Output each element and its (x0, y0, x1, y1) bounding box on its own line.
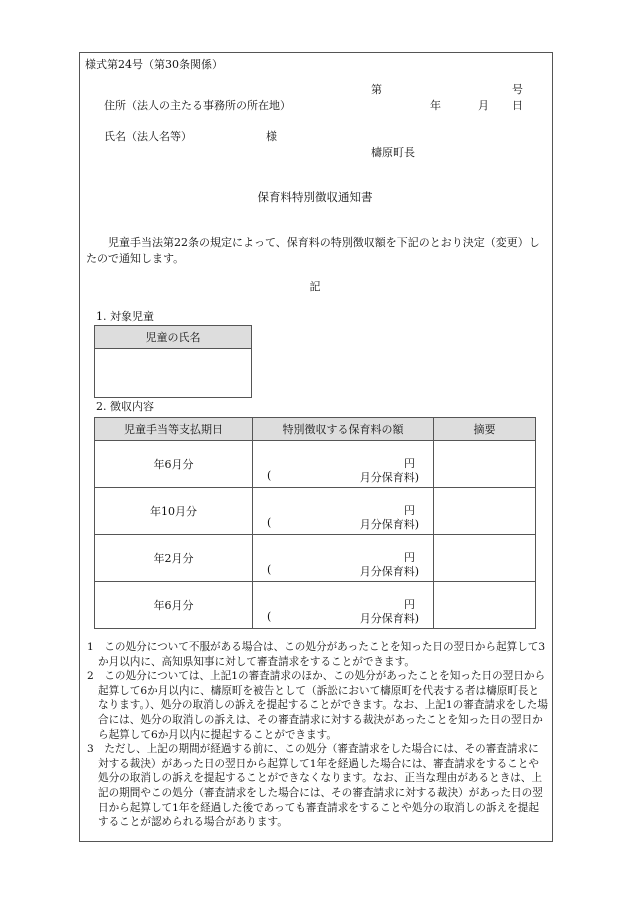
month-label: 月分保育料) (359, 612, 419, 625)
fee-cell (253, 488, 433, 534)
remarks-cell (434, 582, 536, 629)
section1-heading: 1. 対象児童 (96, 310, 154, 323)
paren-open: ( (267, 469, 272, 482)
col-payment-date: 児童手当等支払期日 (95, 418, 253, 441)
row-date: 年2月分 (95, 535, 253, 582)
paren-open: ( (267, 610, 272, 623)
date-day: 日 (512, 99, 523, 112)
month-label: 月分保育料) (359, 518, 419, 531)
yen-label: 円 (404, 551, 415, 564)
paren-open: ( (267, 516, 272, 529)
yen-label: 円 (404, 504, 415, 517)
date-month: 月 (478, 99, 489, 112)
child-name-header: 児童の氏名 (95, 326, 252, 349)
note-2: 2 この処分については、上記1の審査請求のほか、この処分があったことを知った日の翌日から起算して6か月以内に、檮原町を被告として（訴訟において檮原町を代表する者は檮原町長となります。）、処分の取消しの訴えを提起することができます。なお、上記1の審査請求をした場合には、処分の取消しの訴えは、その審査請求に対する裁決があったことを知った日の翌日から起算して6か月以内に提起することができます。 (87, 670, 548, 741)
note-3: 3 ただし、上記の期間が経過する前に、この処分（審査請求をした場合には、その審査請求に対する裁決）があった日の翌日から起算して1年を経過した場合には、審査請求をすることや処分の取消しの訴えを提起することができなくなります。なお、正当な理由があるときは、上記の期間やこの処分（審査請求をした場合には、その審査請求に対する裁決）があった日の翌日から起算して1年を経過した後であっても審査請求をすることや処分の取消しの訴えを提起することが認められる場合があります。 (87, 743, 543, 829)
name-label: 氏名（法人名等） (104, 130, 192, 143)
month-label: 月分保育料) (359, 565, 419, 578)
child-table (94, 325, 252, 398)
form-number: 様式第24号（第30条関係） (85, 58, 223, 71)
document-title: 保育料特別徴収通知書 (257, 190, 373, 204)
sama-label: 様 (266, 130, 277, 143)
date-year: 年 (430, 99, 441, 112)
number-go: 号 (512, 83, 523, 96)
intro-paragraph: 児童手当法第22条の規定によって、保育料の特別徴収額を下記のとおり決定（変更）したので通知します。 (86, 236, 540, 265)
remarks-cell (434, 535, 536, 582)
number-dai: 第 (371, 83, 382, 96)
paren-open: ( (267, 563, 272, 576)
row-date: 年6月分 (95, 582, 253, 629)
ki-label: 記 (309, 280, 321, 293)
fee-cell (253, 582, 433, 628)
remarks-cell (434, 441, 536, 488)
child-name-cell (95, 349, 252, 398)
issuer: 檮原町長 (371, 146, 415, 159)
row-date: 年10月分 (95, 488, 253, 535)
yen-label: 円 (404, 598, 415, 611)
col-remarks: 摘要 (434, 418, 536, 441)
note-1: 1 この処分について不服がある場合は、この処分があったことを知った日の翌日から起算して3か月以内に、高知県知事に対して審査請求をすることができます。 (87, 641, 546, 668)
collection-table (94, 417, 536, 629)
row-date: 年6月分 (95, 441, 253, 488)
month-label: 月分保育料) (359, 471, 419, 484)
section2-heading: 2. 徴収内容 (96, 400, 154, 413)
col-fee-amount: 特別徴収する保育料の額 (253, 418, 434, 441)
fee-cell (253, 441, 433, 487)
address-label: 住所（法人の主たる事務所の所在地） (104, 99, 291, 112)
notes (87, 640, 549, 830)
yen-label: 円 (404, 457, 415, 470)
fee-cell (253, 535, 433, 581)
remarks-cell (434, 488, 536, 535)
